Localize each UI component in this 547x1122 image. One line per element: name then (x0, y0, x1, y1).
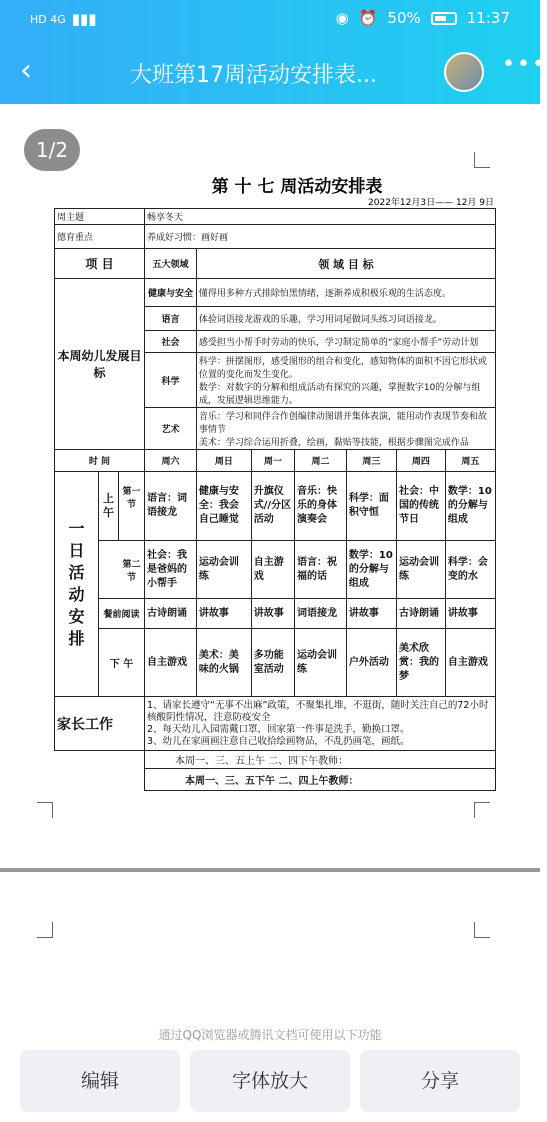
theme-value: 畅享冬天 (145, 209, 496, 225)
alarm-icon: ⏰ (358, 9, 378, 27)
domains-label: 五大领域 (145, 249, 197, 279)
parent-note-3: 3、幼儿在家画画注意自己收拾绘画物品，不乱扔画笔，画纸。 (147, 735, 410, 747)
cell-sec1-tue: 音乐：快乐的身体演奏会 (295, 472, 347, 541)
moral-value: 养成好习惯：画好画 (145, 225, 496, 249)
day-tue: 周二 (295, 450, 347, 472)
feature-hint: 通过QQ浏览器或腾讯文档可使用以下功能 (158, 1028, 382, 1042)
eye-icon: ◉ (335, 9, 349, 27)
cell-pm-sun: 美术：美味的火锅 (196, 629, 251, 697)
goal-science-2: 数学：对数字的分解和组成活动有探究的兴趣，掌握数字10的分解与组成，发展逻辑思维能力。 (198, 383, 481, 406)
week-goals-label: 本周幼儿发展目标 (55, 279, 145, 450)
day-mon: 周一 (251, 450, 294, 472)
domain-health: 健康与安全 (145, 279, 197, 307)
domain-language: 语言 (145, 307, 197, 331)
cell-sec2-mon: 自主游戏 (251, 541, 294, 599)
cell-pm-thu: 美术欣赏：我的梦 (396, 629, 445, 697)
parent-note-1: 1、请家长遵守“无事不出麻”政策，不聚集扎堆，不逛街，随时关注自己的72小时核酸阴性情况，注意防疫安全 (147, 699, 489, 723)
domain-social: 社会 (145, 331, 197, 353)
time-label: 时 间 (55, 450, 145, 472)
theme-label: 周主题 (55, 209, 145, 225)
cell-sec2-thu: 运动会训练 (396, 541, 445, 599)
section2-label: 第二节 (99, 541, 145, 599)
teacher-row-1: 本周一、三、五上午 二、四下午教师： (145, 751, 496, 769)
cell-sec1-sun: 健康与安全：我会自己睡觉 (196, 472, 251, 541)
schedule-table (54, 208, 496, 791)
page-indicator: 1/2 (24, 129, 80, 171)
section1-label: 第一节 (122, 487, 141, 510)
title-bar (0, 46, 547, 102)
status-bar (0, 0, 540, 40)
more-options-icon[interactable]: ••• (502, 52, 547, 77)
font-enlarge-button[interactable]: 字体放大 (190, 1050, 350, 1112)
day-fri: 周五 (445, 450, 495, 472)
morning-sections (99, 472, 145, 541)
goal-art-1: 音乐：学习和同伴合作创编律动图谱并集体表演，能用动作表现节奏和故事情节 (198, 412, 487, 435)
cell-sec1-mon: 升旗仪式//分区活动 (251, 472, 294, 541)
crop-mark (37, 802, 53, 818)
cell-read-sat: 古诗朗诵 (145, 599, 197, 629)
moral-label: 德育重点 (55, 225, 145, 249)
goal-language: 体验词语接龙游戏的乐趣，学习用词尾做词头练习词语接龙。 (196, 307, 495, 331)
day-sat: 周六 (145, 450, 197, 472)
battery-percent: 50% (387, 9, 421, 27)
goal-social: 感受担当小帮手时劳动的快乐，学习制定简单的“家庭小帮手”劳动计划 (196, 331, 495, 353)
back-arrow-icon[interactable]: ‹ (20, 53, 32, 88)
cell-pm-fri: 自主游戏 (445, 629, 495, 697)
avatar[interactable] (444, 52, 484, 92)
cell-pm-wed: 户外活动 (346, 629, 396, 697)
cell-sec2-fri: 科学：会变的水 (445, 541, 495, 599)
teacher-spacer (55, 751, 145, 769)
goal-art (196, 408, 495, 450)
teacher-row-2: 本周一、三、五下午 二、四上午教师： (145, 769, 496, 791)
cell-pm-sat: 自主游戏 (145, 629, 197, 697)
parent-note-2: 2、每天幼儿入园需戴口罩，回家第一件事是洗手，勤换口罩。 (147, 723, 410, 735)
battery-icon (431, 12, 457, 25)
daily-schedule-text: 一日活动安排 (68, 519, 85, 648)
clock: 11:37 (466, 9, 510, 27)
cell-read-sun: 讲故事 (196, 599, 251, 629)
app-header (0, 0, 547, 104)
share-button[interactable]: 分享 (360, 1050, 520, 1112)
cell-read-wed: 讲故事 (346, 599, 396, 629)
cell-sec1-sat: 语言：词语接龙 (145, 472, 197, 541)
parent-work-text (145, 697, 496, 751)
signal-icon: ▮▮▮ (71, 10, 97, 28)
crop-mark (37, 922, 53, 938)
cell-sec2-sun: 运动会训练 (196, 541, 251, 599)
day-thu: 周四 (396, 450, 445, 472)
teacher-spacer (55, 769, 145, 791)
document-title: 大班第17周活动安排表... (130, 63, 377, 88)
edit-button[interactable]: 编辑 (20, 1050, 180, 1112)
domain-science: 科学 (145, 353, 197, 408)
parent-work-label: 家长工作 (55, 697, 145, 751)
document-page-1[interactable] (0, 104, 540, 872)
crop-mark (474, 152, 490, 168)
cell-pm-tue: 运动会训练 (295, 629, 347, 697)
goals-label: 领 域 目 标 (196, 249, 495, 279)
goal-science (196, 353, 495, 408)
crop-mark (474, 802, 490, 818)
schedule-title: 第 十 七 周活动安排表 (211, 177, 383, 197)
cell-read-thu: 古诗朗诵 (396, 599, 445, 629)
cell-pm-mon: 多功能室活动 (251, 629, 294, 697)
goal-health: 懂得用多种方式排除怕黑情绪，逐渐养成积极乐观的生活态度。 (196, 279, 495, 307)
reading-label: 餐前阅读 (99, 599, 145, 629)
domain-art: 艺术 (145, 408, 197, 450)
daily-schedule-label (55, 472, 99, 697)
cell-sec2-wed: 数学：10的分解与组成 (346, 541, 396, 599)
network-indicator: HD 4G (30, 12, 66, 26)
day-sun: 周日 (196, 450, 251, 472)
cell-read-fri: 讲故事 (445, 599, 495, 629)
afternoon-label: 下 午 (99, 629, 145, 697)
cell-sec2-sat: 社会：我是爸妈的小帮手 (145, 541, 197, 599)
morning-label: 上午 (99, 472, 119, 540)
cell-read-tue: 词语接龙 (295, 599, 347, 629)
cell-sec1-thu: 社会：中国的传统节日 (396, 472, 445, 541)
cell-read-mon: 讲故事 (251, 599, 294, 629)
schedule-dates: 2022年12月3日—— 12月 9日 (368, 198, 494, 208)
cell-sec2-tue: 语言：祝福的话 (295, 541, 347, 599)
crop-mark (474, 922, 490, 938)
item-label: 项 目 (55, 249, 145, 279)
cell-sec1-wed: 科学：面积守恒 (346, 472, 396, 541)
cell-sec1-fri: 数学：10的分解与组成 (445, 472, 495, 541)
goal-science-1: 科学：拼摆图形，感受图形的组合和变化，感知物体的面积不因它形状或位置的变化而发生变化。 (198, 357, 487, 380)
goal-art-2: 美术：学习综合运用折叠，绘画，黏贴等技能，根据步骤图完成作品 (198, 438, 469, 448)
day-wed: 周三 (346, 450, 396, 472)
